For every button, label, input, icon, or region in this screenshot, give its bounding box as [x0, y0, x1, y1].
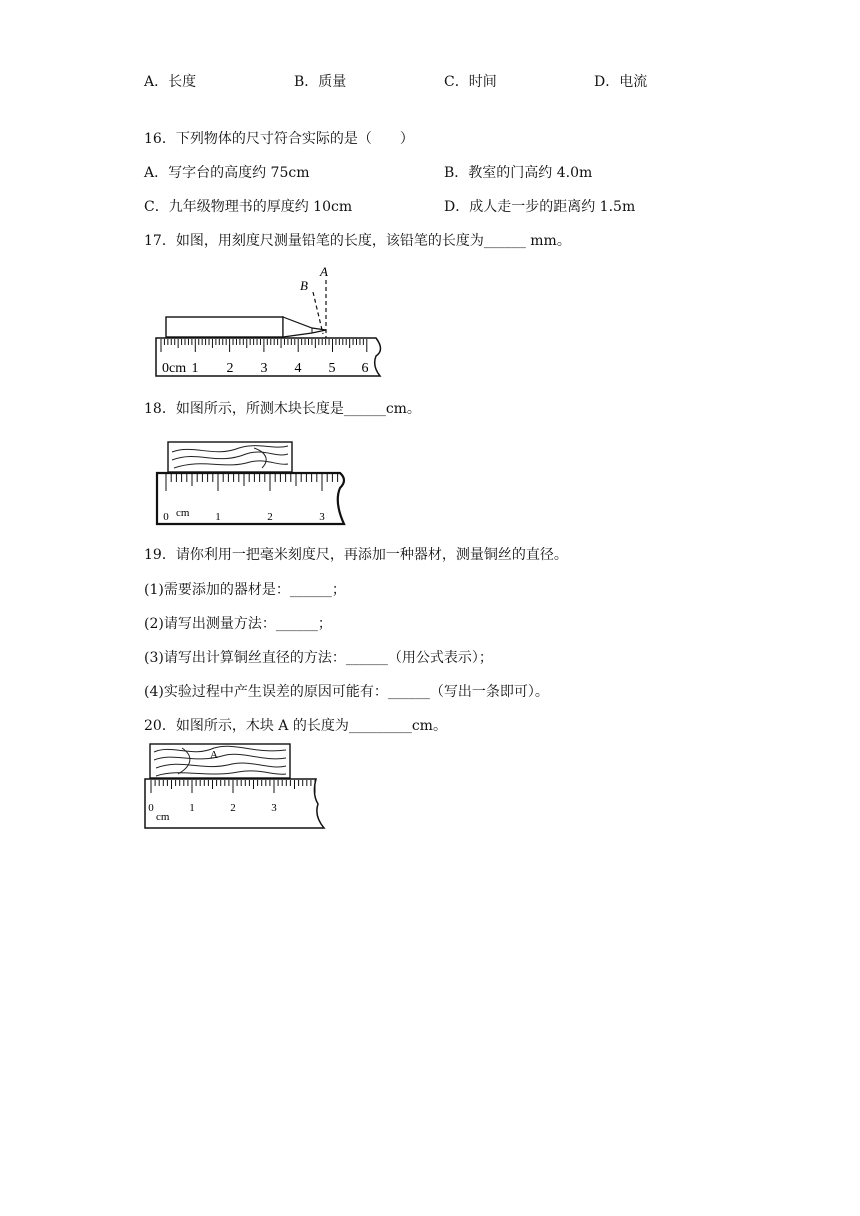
q18-tick-label-0: 0 [163, 511, 169, 523]
q19-part-3: (3)请写出计算铜丝直径的方法：______（用公式表示）； [144, 650, 493, 666]
q17-label-b: B [300, 278, 308, 293]
q20-unit-label: cm [156, 811, 170, 823]
q20-tick-label-0: 0 [148, 802, 154, 814]
q17-stem: 17．如图，用刻度尺测量铅笔的长度，该铅笔的长度为______ mm。 [144, 233, 571, 249]
q20-stem: 20．如图所示，木块 A 的长度为_________cm。 [144, 718, 447, 734]
q17-pencil-ruler-figure [150, 262, 390, 382]
q17-tick-label-4: 4 [294, 361, 302, 376]
q18-tick-label-1: 1 [215, 511, 221, 523]
q15-option-a: A．长度 [144, 74, 197, 90]
q19-part-2: (2)请写出测量方法：______； [144, 616, 332, 632]
q17-tick-label-3: 3 [260, 361, 268, 376]
q20-tick-label-3: 3 [271, 802, 277, 814]
q18-wood-ruler-figure [154, 440, 354, 530]
q16-option-b: B．教室的门高约 4.0m [444, 165, 593, 181]
q18-unit-label: cm [176, 507, 190, 519]
q18-tick-label-3: 3 [319, 511, 325, 523]
q18-stem: 18．如图所示，所测木块长度是______cm。 [144, 401, 421, 417]
q18-tick-label-2: 2 [267, 511, 273, 523]
q20-tick-label-2: 2 [230, 802, 236, 814]
q19-stem: 19．请你利用一把毫米刻度尺，再添加一种器材，测量铜丝的直径。 [144, 547, 568, 563]
q17-tick-label-5: 5 [328, 361, 336, 376]
q16-option-a: A．写字台的高度约 75cm [144, 165, 310, 181]
q16-option-d: D．成人走一步的距离约 1.5m [444, 199, 636, 215]
q17-tick-label-6: 6 [361, 361, 369, 376]
q17-tick-label-2: 2 [226, 361, 234, 376]
q20-wood-ruler-figure [142, 742, 332, 834]
q20-tick-label-1: 1 [189, 802, 195, 814]
q15-option-c: C．时间 [444, 74, 497, 90]
q19-part-4: (4)实验过程中产生误差的原因可能有：______（写出一条即可）。 [144, 684, 549, 700]
q19-part-1: (1)需要添加的器材是：______； [144, 582, 346, 598]
q16-option-c: C．九年级物理书的厚度约 10cm [144, 199, 353, 215]
q17-label-a: A [320, 264, 328, 279]
q15-option-d: D．电流 [594, 74, 648, 90]
q20-block-label: A [210, 749, 218, 761]
q15-option-b: B．质量 [294, 74, 347, 90]
q16-stem: 16．下列物体的尺寸符合实际的是（ ） [144, 131, 414, 147]
q17-unit-label: 0cm [162, 361, 187, 376]
q17-tick-label-1: 1 [191, 361, 199, 376]
